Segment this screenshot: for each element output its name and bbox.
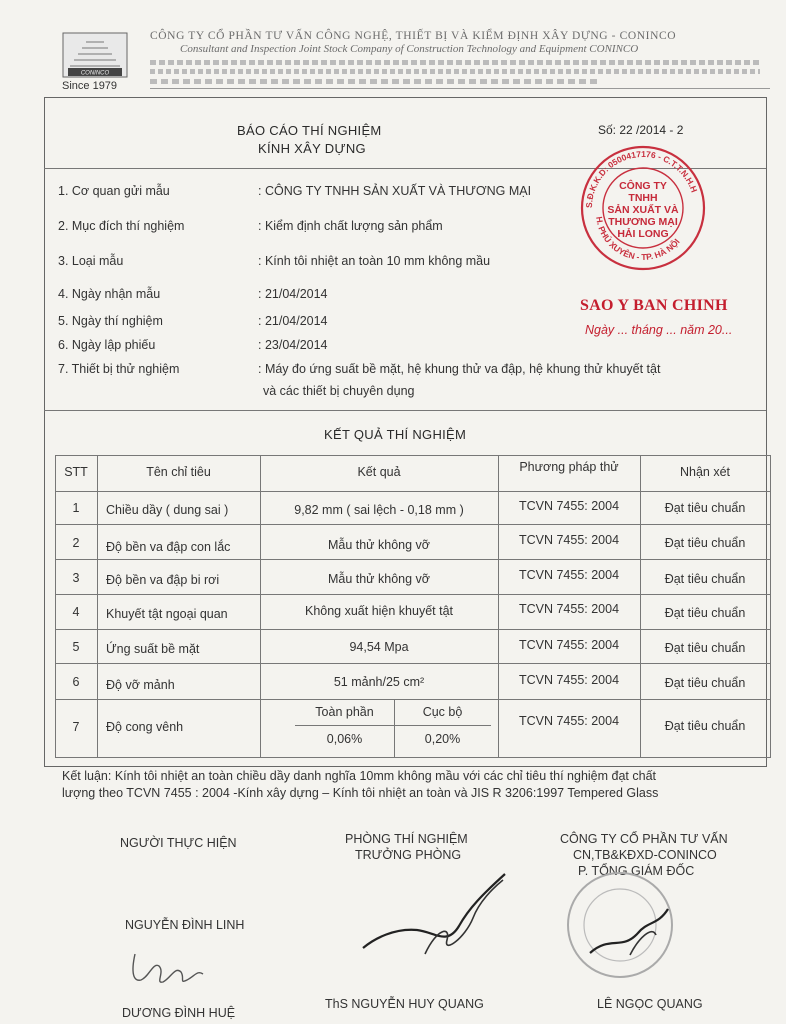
row-5-name: Ứng suất bề mặt xyxy=(106,642,200,656)
field-value-equipment: : Máy đo ứng suất bề mặt, hệ khung thử va đập, hệ khung thử khuyết tật xyxy=(258,362,661,376)
company-sign-title-1: CÔNG TY CỔ PHẦN TƯ VẤN xyxy=(560,832,728,846)
field-label-test-date: 5. Ngày thí nghiệm xyxy=(58,314,163,328)
row-3-method: TCVN 7455: 2004 xyxy=(518,568,620,582)
seal-ring-top: S.Đ.K.K.D: 0500417176 - C.T.T.N.H.H xyxy=(583,148,700,209)
seal-line-4: THƯƠNG MẠI xyxy=(608,216,678,228)
row-5-method: TCVN 7455: 2004 xyxy=(518,638,620,652)
row-7-subheader-total: Toàn phần xyxy=(315,705,374,719)
row-2-name: Độ bền va đập con lắc xyxy=(106,540,231,554)
seal-line-2: TNHH xyxy=(628,192,658,204)
row-7-stt: 7 xyxy=(72,720,80,734)
row-1-name: Chiều dầy ( dung sai ) xyxy=(106,503,229,517)
lab-head-title: TRƯỞNG PHÒNG xyxy=(355,848,462,862)
address-line-1 xyxy=(150,60,760,65)
field-label-sender: 1. Cơ quan gửi mẫu xyxy=(58,184,170,198)
row-7-method: TCVN 7455: 2004 xyxy=(518,714,620,728)
row-3-stt: 3 xyxy=(72,571,80,585)
row-5-remark: Đạt tiêu chuẩn xyxy=(664,641,746,655)
row-1-method: TCVN 7455: 2004 xyxy=(518,499,620,513)
field-label-sample-type: 3. Loại mẫu xyxy=(58,254,124,268)
field-label-received-date: 4. Ngày nhận mẫu xyxy=(58,287,161,301)
row-2-method: TCVN 7455: 2004 xyxy=(518,533,620,547)
row-6-name: Độ vỡ mảnh xyxy=(106,678,175,692)
row-7-remark: Đạt tiêu chuẩn xyxy=(664,719,746,733)
row-1-result: 9,82 mm ( sai lệch - 0,18 mm ) xyxy=(294,503,464,517)
conclusion-line-1: Kết luận: Kính tôi nhiệt an toàn chiều dầy danh nghĩa 10mm không mầu với các chỉ tiêu thí nghiệm đạt chất xyxy=(62,769,656,783)
field-value-purpose: : Kiểm định chất lượng sản phẩm xyxy=(258,219,443,233)
field-label-purpose: 2. Mục đích thí nghiệm xyxy=(58,219,185,233)
field-value-issue-date: : 23/04/2014 xyxy=(258,338,328,352)
signature-2 xyxy=(355,868,525,968)
row-6-method: TCVN 7455: 2004 xyxy=(518,673,620,687)
row-3-result: Mẫu thử không vỡ xyxy=(327,572,431,586)
company-name-en: Consultant and Inspection Joint Stock Company of Construction Technology and Equipment CONINCO xyxy=(180,43,639,55)
seal-ring-bottom: H. PHÚ XUYÊN - TP. HÀ NỘI xyxy=(594,215,682,263)
director-name: LÊ NGỌC QUANG xyxy=(597,997,703,1011)
report-number: Số: 22 /2014 - 2 xyxy=(598,123,684,137)
company-sign-title-2: CN,TB&KĐXD-CONINCO xyxy=(573,848,717,862)
field-value-test-date: : 21/04/2014 xyxy=(258,314,328,328)
report-title: BÁO CÁO THÍ NGHIỆM xyxy=(237,123,382,138)
copy-date-line: Ngày ... tháng ... năm 20... xyxy=(585,323,733,337)
results-title: KẾT QUẢ THÍ NGHIỆM xyxy=(324,427,467,442)
company-name-vn: CÔNG TY CỔ PHẦN TƯ VẤN CÔNG NGHỆ, THIẾT BỊ VÀ KIỂM ĐỊNH XÂY DỰNG - CONINCO xyxy=(150,30,677,42)
divider xyxy=(44,410,766,411)
signer-2-name: DƯƠNG ĐÌNH HUỆ xyxy=(122,1006,236,1020)
seal-line-3: SẢN XUẤT VÀ xyxy=(607,204,679,216)
row-3-remark: Đạt tiêu chuẩn xyxy=(664,572,746,586)
field-value-sender: : CÔNG TY TNHH SẢN XUẤT VÀ THƯƠNG MẠI xyxy=(258,184,532,198)
company-seal xyxy=(578,143,708,273)
col-header-name: Tên chỉ tiêu xyxy=(146,465,211,479)
header-divider xyxy=(150,88,770,89)
address-line-3 xyxy=(150,79,600,84)
logo-text: CONINCO xyxy=(80,70,110,77)
copy-certified-mark: SAO Y BAN CHINH xyxy=(580,297,728,314)
row-2-remark: Đạt tiêu chuẩn xyxy=(664,536,746,550)
row-4-method: TCVN 7455: 2004 xyxy=(518,602,620,616)
row-7-subheader-local: Cục bộ xyxy=(422,705,463,719)
col-header-method: Phương pháp thử xyxy=(519,460,619,474)
row-2-stt: 2 xyxy=(72,536,80,550)
col-header-stt: STT xyxy=(64,465,88,479)
lab-head-name: ThS NGUYỄN HUY QUANG xyxy=(325,997,484,1011)
seal-line-5: HẢI LONG xyxy=(617,228,669,240)
company-sign-title-3: P. TỔNG GIÁM ĐỐC xyxy=(578,864,695,878)
row-4-remark: Đạt tiêu chuẩn xyxy=(664,606,746,620)
row-1-remark: Đạt tiêu chuẩn xyxy=(664,501,746,515)
col-header-result: Kết quả xyxy=(357,465,401,479)
row-7-name: Độ cong vênh xyxy=(106,720,184,734)
row-4-name: Khuyết tật ngoại quan xyxy=(106,607,228,621)
field-value-sample-type: : Kính tôi nhiệt an toàn 10 mm không mầu xyxy=(258,254,491,268)
field-label-issue-date: 6. Ngày lập phiếu xyxy=(58,338,156,352)
row-5-stt: 5 xyxy=(72,640,80,654)
signer-1-name: NGUYỄN ĐÌNH LINH xyxy=(125,918,245,932)
field-value-equipment-cont: và các thiết bị chuyên dụng xyxy=(263,384,415,398)
signer-1-title: NGƯỜI THỰC HIỆN xyxy=(120,836,237,850)
row-5-result: 94,54 Mpa xyxy=(349,640,409,654)
report-subtitle: KÍNH XÂY DỰNG xyxy=(258,141,366,156)
signature-1 xyxy=(125,942,215,992)
lab-title: PHÒNG THÍ NGHIỆM xyxy=(345,832,468,846)
since-label: Since 1979 xyxy=(62,80,118,92)
row-6-stt: 6 xyxy=(72,675,80,689)
row-4-result: Không xuất hiện khuyết tật xyxy=(304,604,454,618)
row-6-remark: Đạt tiêu chuẩn xyxy=(664,676,746,690)
company-seal-coninco xyxy=(560,865,680,985)
row-2-result: Mẫu thử không vỡ xyxy=(327,538,431,552)
row-1-stt: 1 xyxy=(72,501,80,515)
row-7-value-total: 0,06% xyxy=(326,732,363,746)
conclusion xyxy=(62,768,762,802)
row-7-value-local: 0,20% xyxy=(424,732,461,746)
col-header-remark: Nhận xét xyxy=(679,465,731,479)
conclusion-line-2: lượng theo TCVN 7455 : 2004 -Kính xây dựng – Kính tôi nhiệt an toàn và JIS R 3206:1997 Tempered Glass xyxy=(62,786,659,800)
address-line-2 xyxy=(150,69,760,74)
field-label-equipment: 7. Thiết bị thử nghiệm xyxy=(58,362,180,376)
field-value-received-date: : 21/04/2014 xyxy=(258,287,328,301)
row-6-result: 51 mảnh/25 cm² xyxy=(333,675,425,689)
row-3-name: Độ bền va đập bi rơi xyxy=(106,573,220,587)
seal-line-1: CÔNG TY xyxy=(619,180,667,192)
row-4-stt: 4 xyxy=(72,605,80,619)
